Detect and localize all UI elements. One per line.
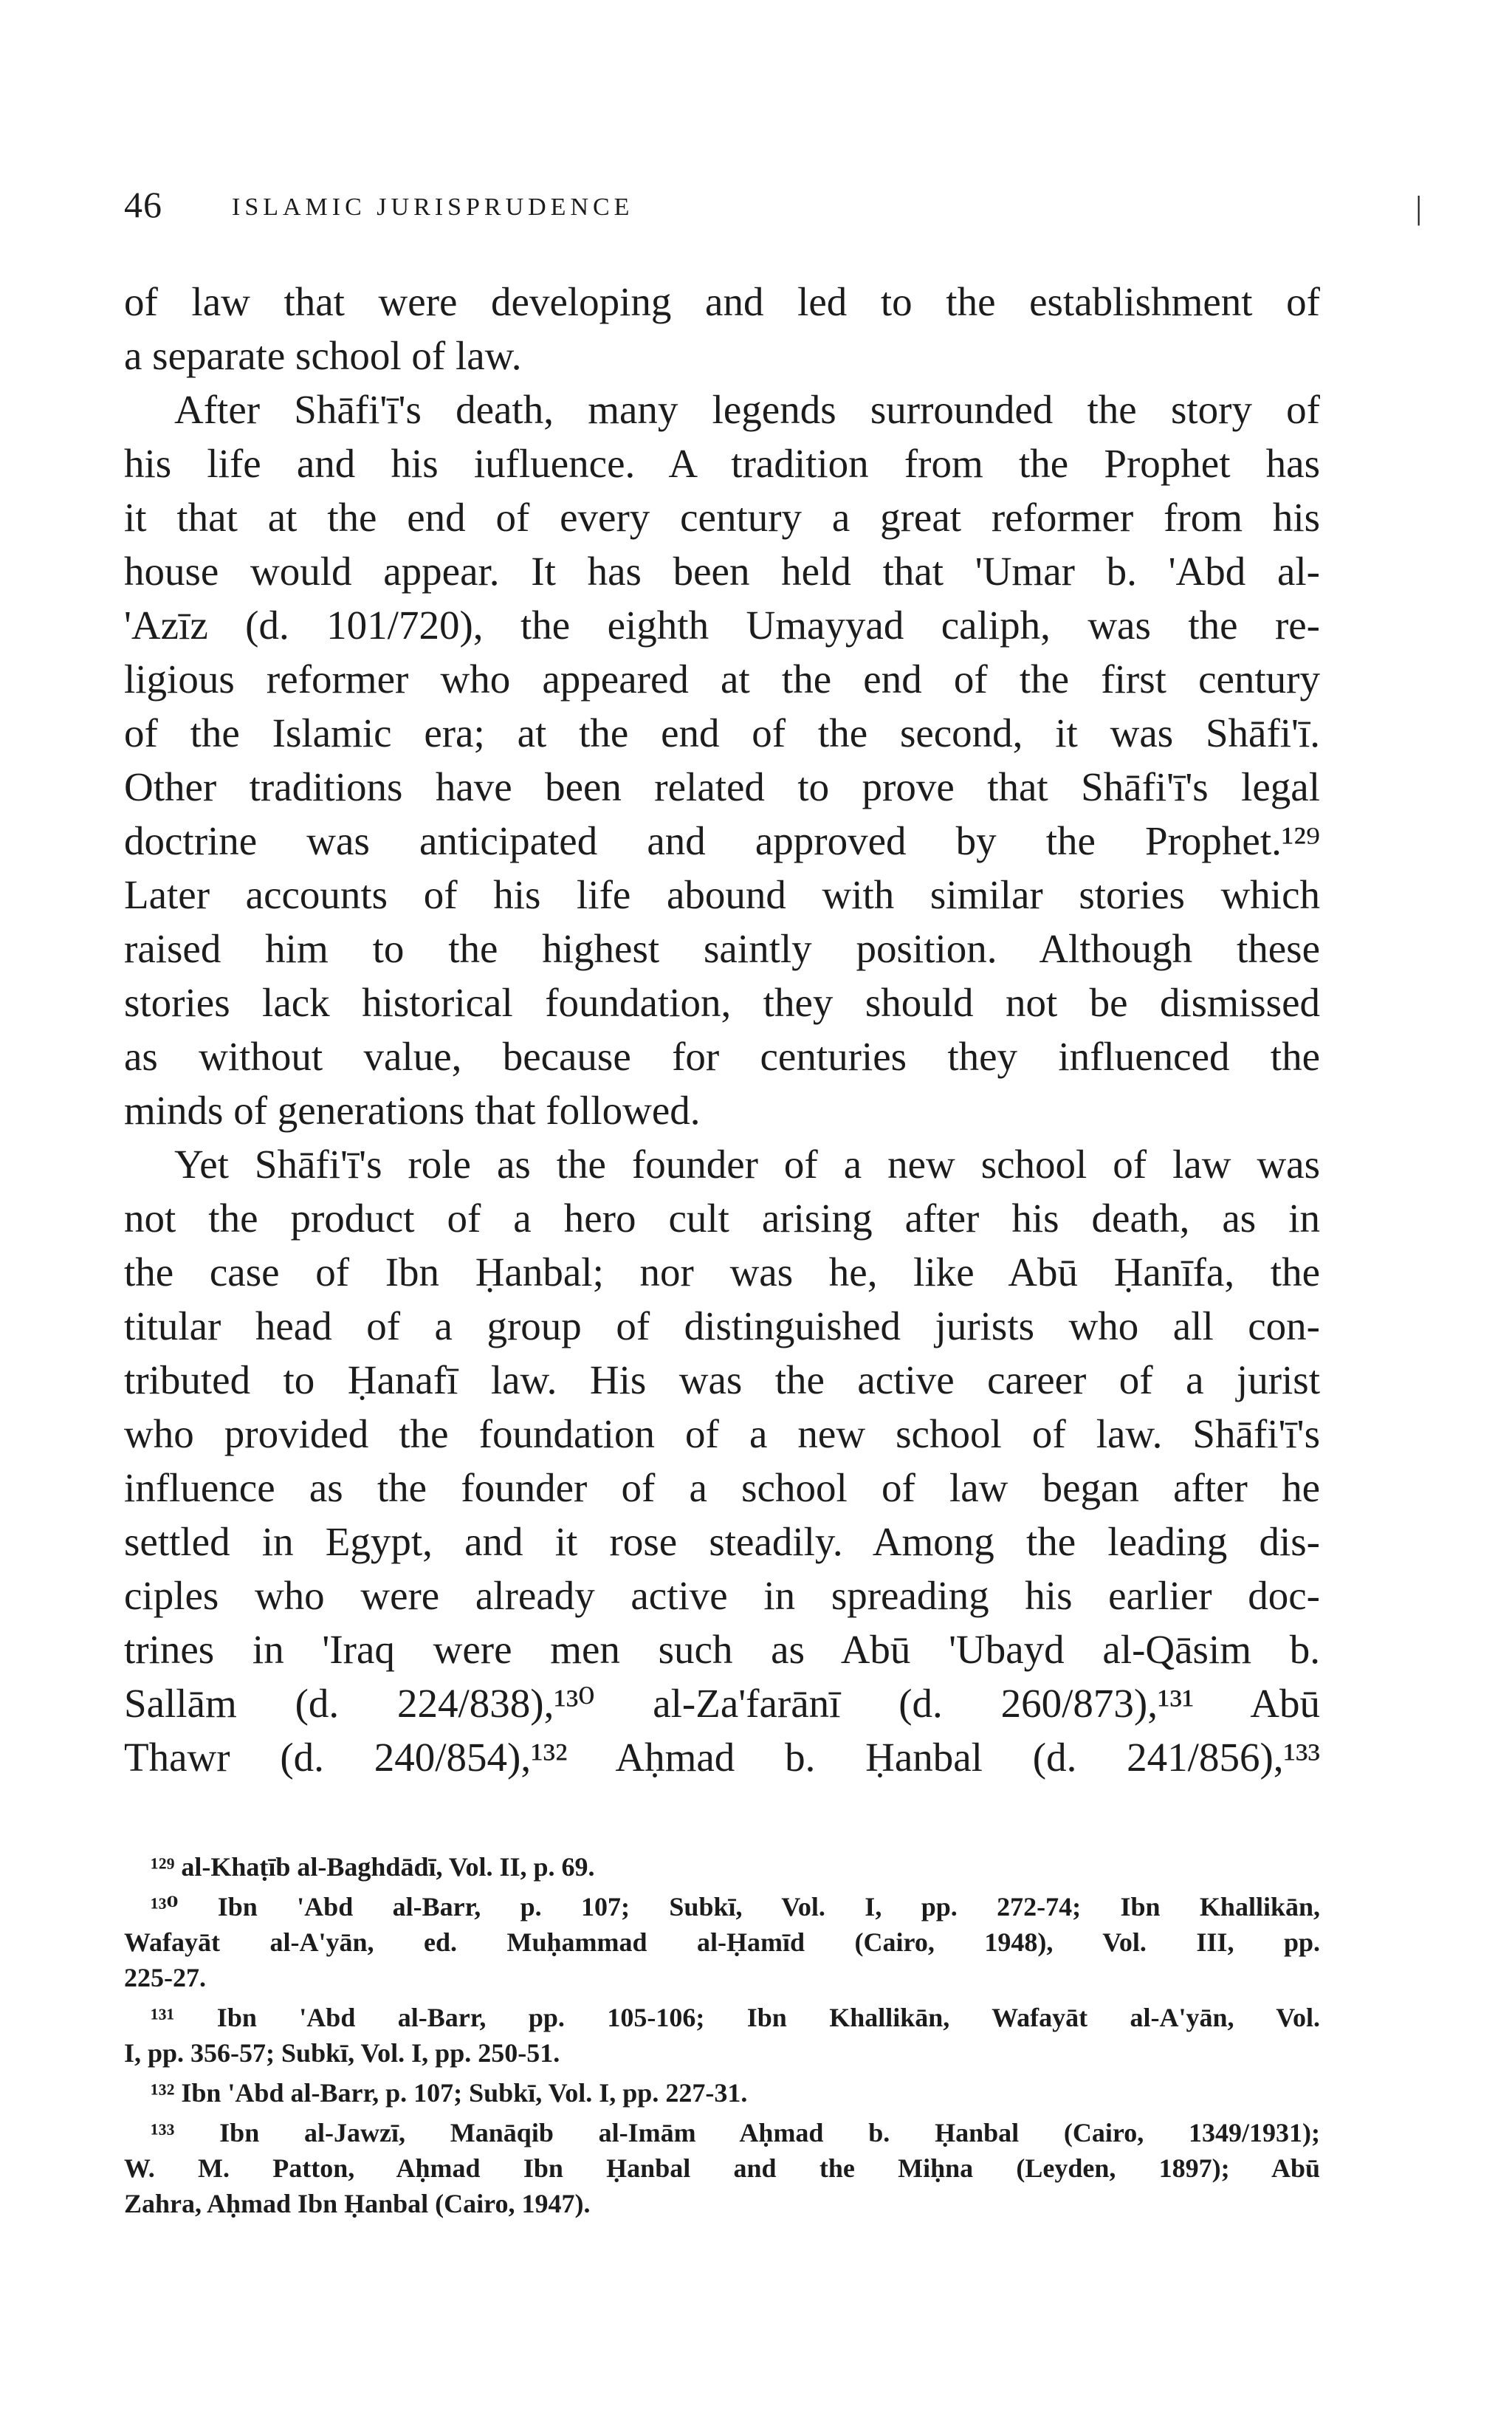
body-line: Yet Shāfi'ī's role as the founder of a new school of law was (174, 1142, 1320, 1187)
body-line: titular head of a group of distinguished jurists who all con- (124, 1303, 1320, 1348)
body-line: not the product of a hero cult arising after his death, as in (124, 1196, 1320, 1241)
body-line: it that at the end of every century a great reformer from his (124, 495, 1320, 540)
body-line: Sallām (d. 224/838),¹³⁰ al-Za'farānī (d. 260/873),¹³¹ Abū (124, 1681, 1320, 1726)
body-line: of the Islamic era; at the end of the second, it was Shāfi'ī. (124, 710, 1320, 755)
footnotes (124, 1849, 1320, 2221)
body-line: his life and his iufluence. A tradition from the Prophet has (124, 441, 1320, 486)
body-line: who provided the foundation of a new school of law. Shāfi'ī's (124, 1411, 1320, 1456)
footnote-133: ¹³³ Ibn al-Jawzī, Manāqib al-Imām Aḥmad b. Ḥanbal (Cairo, 1349/1931); (151, 2118, 1320, 2147)
body-line: Later accounts of his life abound with similar stories which (124, 872, 1320, 917)
body-line: house would appear. It has been held that 'Umar b. 'Abd al- (124, 549, 1320, 594)
body-line: minds of generations that followed. (124, 1088, 701, 1133)
body-line: the case of Ibn Ḥanbal; nor was he, like Abū Ḥanīfa, the (124, 1249, 1320, 1295)
footnote-129: ¹²⁹ al-Khaṭīb al-Baghdādī, Vol. II, p. 69. (151, 1852, 595, 1882)
body-line: Thawr (d. 240/854),¹³² Aḥmad b. Ḥanbal (d. 241/856),¹³³ (124, 1735, 1320, 1780)
corner-mark: | (1415, 190, 1422, 226)
footnote-line: 225-27. (124, 1963, 206, 1992)
body-line: ciples who were already active in spreading his earlier doc- (124, 1573, 1320, 1618)
footnote-132: ¹³² Ibn 'Abd al-Barr, p. 107; Subkī, Vol. I, pp. 227-31. (151, 2078, 748, 2108)
body-line: doctrine was anticipated and approved by the Prophet.¹²⁹ (124, 818, 1320, 863)
page-number: 46 (124, 184, 162, 225)
body-line: After Shāfi'ī's death, many legends surrounded the story of (174, 387, 1320, 432)
body-line: as without value, because for centuries they influenced the (124, 1034, 1320, 1079)
footnote-line: Wafayāt al-A'yān, ed. Muḥammad al-Ḥamīd (Cairo, 1948), Vol. III, pp. (124, 1927, 1320, 1957)
body-line: tributed to Ḥanafī law. His was the active career of a jurist (124, 1357, 1320, 1402)
body-line: trines in 'Iraq were men such as Abū 'Ubayd al-Qāsim b. (124, 1627, 1320, 1672)
body-line: 'Azīz (d. 101/720), the eighth Umayyad caliph, was the re- (124, 603, 1320, 648)
body-line: ligious reformer who appeared at the end of the first century (124, 657, 1320, 702)
footnote-line: I, pp. 356-57; Subkī, Vol. I, pp. 250-51. (124, 2038, 560, 2068)
footnote-131: ¹³¹ Ibn 'Abd al-Barr, pp. 105-106; Ibn Khallikān, Wafayāt al-A'yān, Vol. (151, 2003, 1320, 2032)
body-line: raised him to the highest saintly position. Although these (124, 926, 1320, 971)
body-line: Other traditions have been related to prove that Shāfi'ī's legal (124, 764, 1320, 809)
body-line: of law that were developing and led to the establishment of (124, 279, 1320, 324)
running-head-title: ISLAMIC JURISPRUDENCE (232, 193, 634, 221)
running-head (124, 183, 1453, 235)
body-line: stories lack historical foundation, they should not be dismissed (124, 980, 1320, 1025)
body-text (124, 275, 1320, 1784)
body-line: settled in Egypt, and it rose steadily. Among the leading dis- (124, 1519, 1320, 1564)
footnote-130: ¹³⁰ Ibn 'Abd al-Barr, p. 107; Subkī, Vol. I, pp. 272-74; Ibn Khallikān, (151, 1892, 1320, 1922)
footnote-line: W. M. Patton, Aḥmad Ibn Ḥanbal and the Miḥna (Leyden, 1897); Abū (124, 2153, 1320, 2183)
footnote-line: Zahra, Aḥmad Ibn Ḥanbal (Cairo, 1947). (124, 2189, 591, 2218)
body-line: influence as the founder of a school of law began after he (124, 1465, 1320, 1510)
body-line: a separate school of law. (124, 333, 522, 378)
